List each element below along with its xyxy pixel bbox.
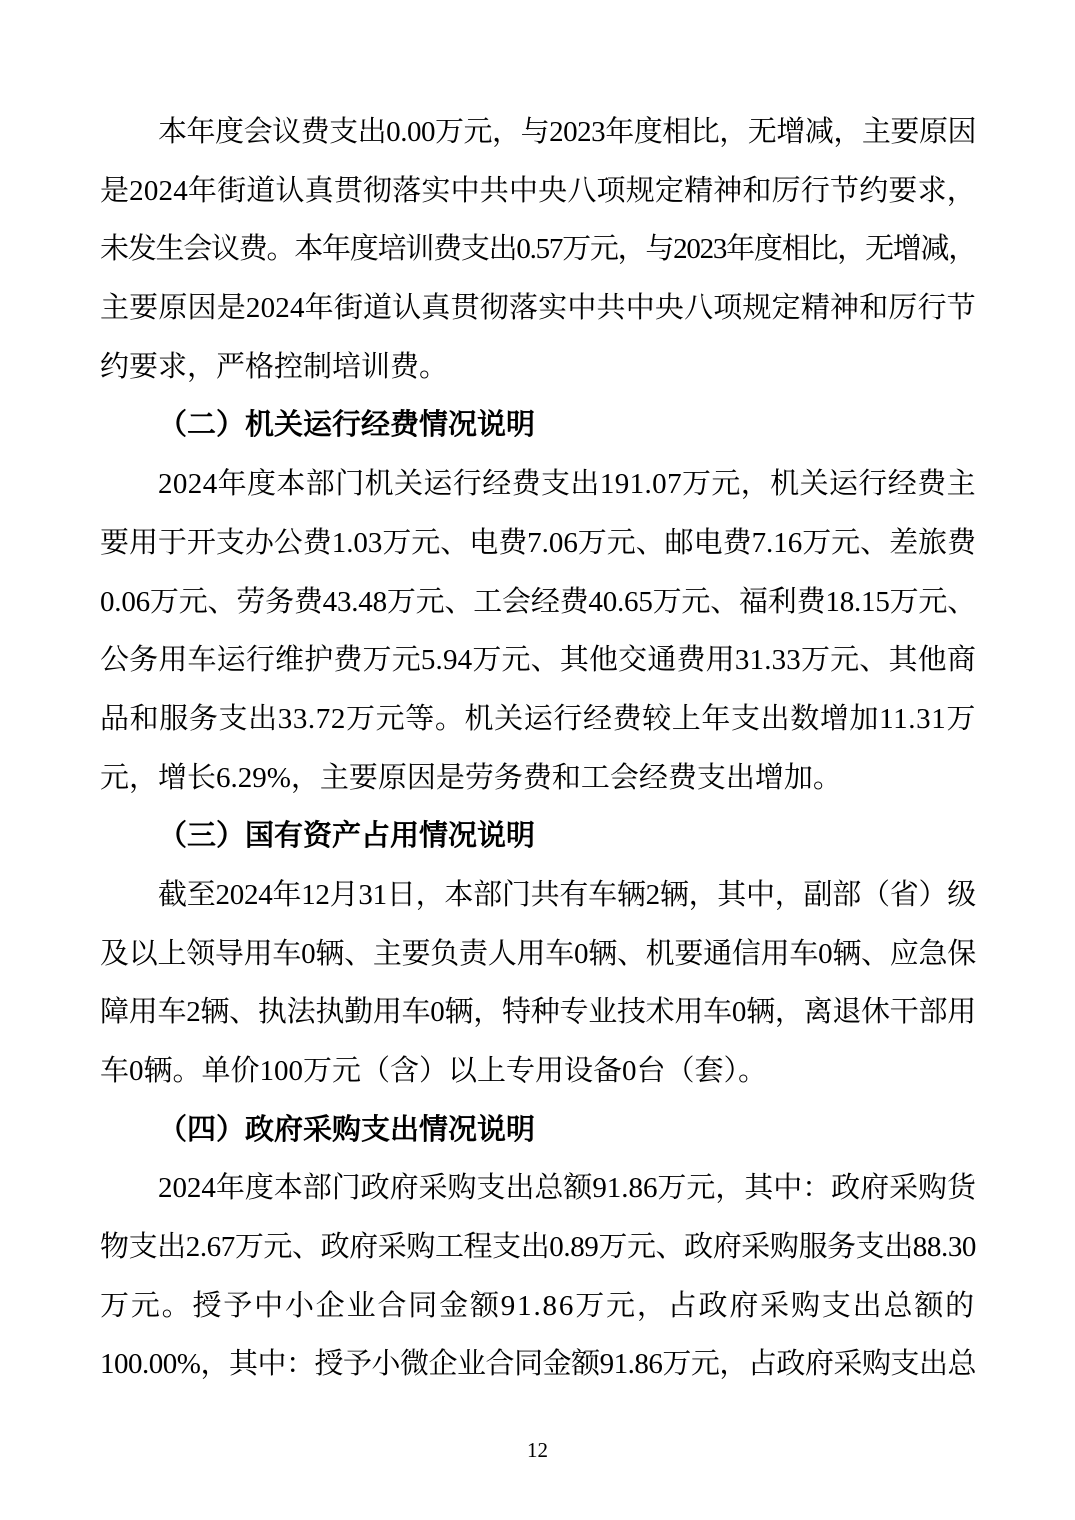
section-heading: （二）机关运行经费情况说明 xyxy=(158,409,536,442)
body-text-line: 障用车2辆、执法执勤用车0辆，特种专业技术用车0辆，离退休干部用 xyxy=(100,996,976,1029)
body-text-line: 是2024年街道认真贯彻落实中共中央八项规定精神和厉行节约要求， xyxy=(100,174,976,207)
report-body xyxy=(100,103,976,1394)
body-text-line: 约要求，严格控制培训费。 xyxy=(100,350,449,383)
body-text-line: 100.00%，其中：授予小微企业合同金额91.86万元，占政府采购支出总 xyxy=(100,1348,976,1381)
body-text-line: 元，增长6.29%，主要原因是劳务费和工会经费支出增加。 xyxy=(100,761,842,794)
body-text-line: 要用于开支办公费1.03万元、电费7.06万元、邮电费7.16万元、差旅费 xyxy=(100,526,976,559)
body-text-line: 车0辆。单价100万元（含）以上专用设备0台（套）。 xyxy=(100,1055,768,1087)
body-text-line: 万元。授予中小企业合同金额91.86万元，占政府采购支出总额的 xyxy=(100,1289,976,1322)
body-text-line: 品和服务支出33.72万元等。机关运行经费较上年支出数增加11.31万 xyxy=(100,702,976,735)
body-text-line: 0.06万元、劳务费43.48万元、工会经费40.65万元、福利费18.15万元、 xyxy=(100,585,976,618)
body-text-line: 公务用车运行维护费万元5.94万元、其他交通费用31.33万元、其他商 xyxy=(100,644,976,677)
body-text-line: 截至2024年12月31日，本部门共有车辆2辆，其中，副部（省）级 xyxy=(158,878,976,911)
page-number: 12 xyxy=(527,1438,548,1462)
section-heading: （四）政府采购支出情况说明 xyxy=(158,1113,536,1146)
body-text-line: 及以上领导用车0辆、主要负责人用车0辆、机要通信用车0辆、应急保 xyxy=(100,937,976,970)
body-text-line: 本年度会议费支出0.00万元，与2023年度相比，无增减，主要原因 xyxy=(158,116,976,148)
body-text-line: 主要原因是2024年街道认真贯彻落实中共中央八项规定精神和厉行节 xyxy=(100,292,976,325)
body-text-line: 2024年度本部门政府采购支出总额91.86万元，其中：政府采购货 xyxy=(158,1172,976,1205)
body-text-line: 物支出2.67万元、政府采购工程支出0.89万元、政府采购服务支出88.30 xyxy=(100,1231,976,1264)
body-text-line: 未发生会议费。本年度培训费支出0.57万元，与2023年度相比，无增减， xyxy=(100,233,976,266)
body-text-line: 2024年度本部门机关运行经费支出191.07万元，机关运行经费主 xyxy=(158,468,976,501)
section-heading: （三）国有资产占用情况说明 xyxy=(158,820,536,853)
